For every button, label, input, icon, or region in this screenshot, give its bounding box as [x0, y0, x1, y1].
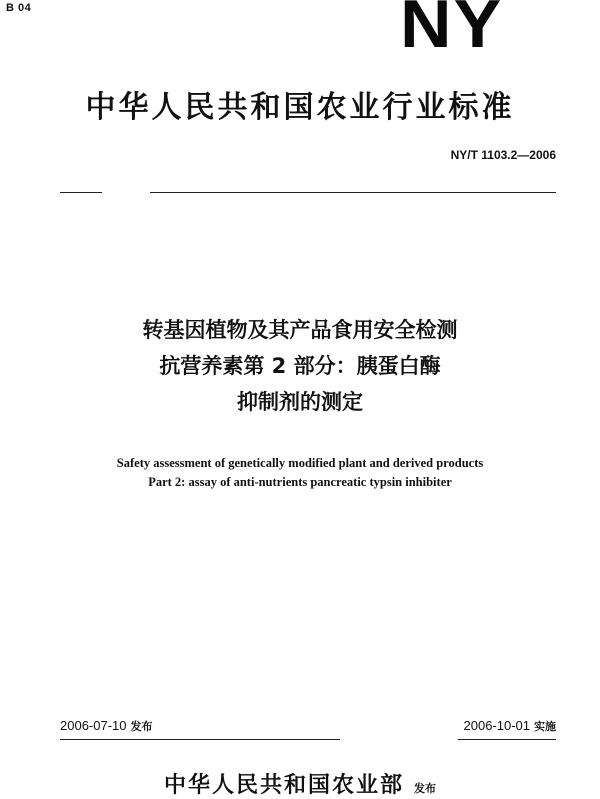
- header-title: 中华人民共和国农业行业标准: [85, 90, 515, 125]
- classification-code: B 04: [6, 2, 32, 14]
- header-rule-short: [60, 192, 102, 193]
- chinese-title-line-3: 抑制剂的测定: [237, 390, 363, 414]
- publisher-name: 中华人民共和国农业部: [163, 773, 404, 798]
- footer-rule: [60, 739, 556, 740]
- chinese-title-line-2: 抗营养素第 2 部分：胰蛋白酶: [159, 354, 441, 378]
- publisher-label: 发布: [414, 782, 436, 795]
- header-rule-long: [150, 192, 556, 193]
- issue-label: 发布: [130, 720, 153, 733]
- chinese-title: [0, 312, 600, 420]
- footer-rule-gap: [340, 736, 458, 742]
- chinese-title-line-1: 转基因植物及其产品食用安全检测: [142, 318, 458, 342]
- english-title: [0, 454, 600, 492]
- english-title-line-2: Part 2: assay of anti-nutrients pancreatic typsin inhibiter: [148, 475, 452, 489]
- issue-date-block: [60, 718, 153, 734]
- issue-date: 2006-07-10: [60, 718, 127, 733]
- implement-label: 实施: [534, 720, 556, 733]
- implement-date-block: [464, 718, 557, 734]
- publisher-block: [0, 768, 600, 799]
- english-title-line-1: Safety assessment of genetically modified plant and derived products: [116, 456, 484, 470]
- standard-number: NY/T 1103.2—2006: [450, 148, 556, 162]
- standard-logo: NY: [400, 0, 504, 62]
- implement-date: 2006-10-01: [463, 718, 530, 733]
